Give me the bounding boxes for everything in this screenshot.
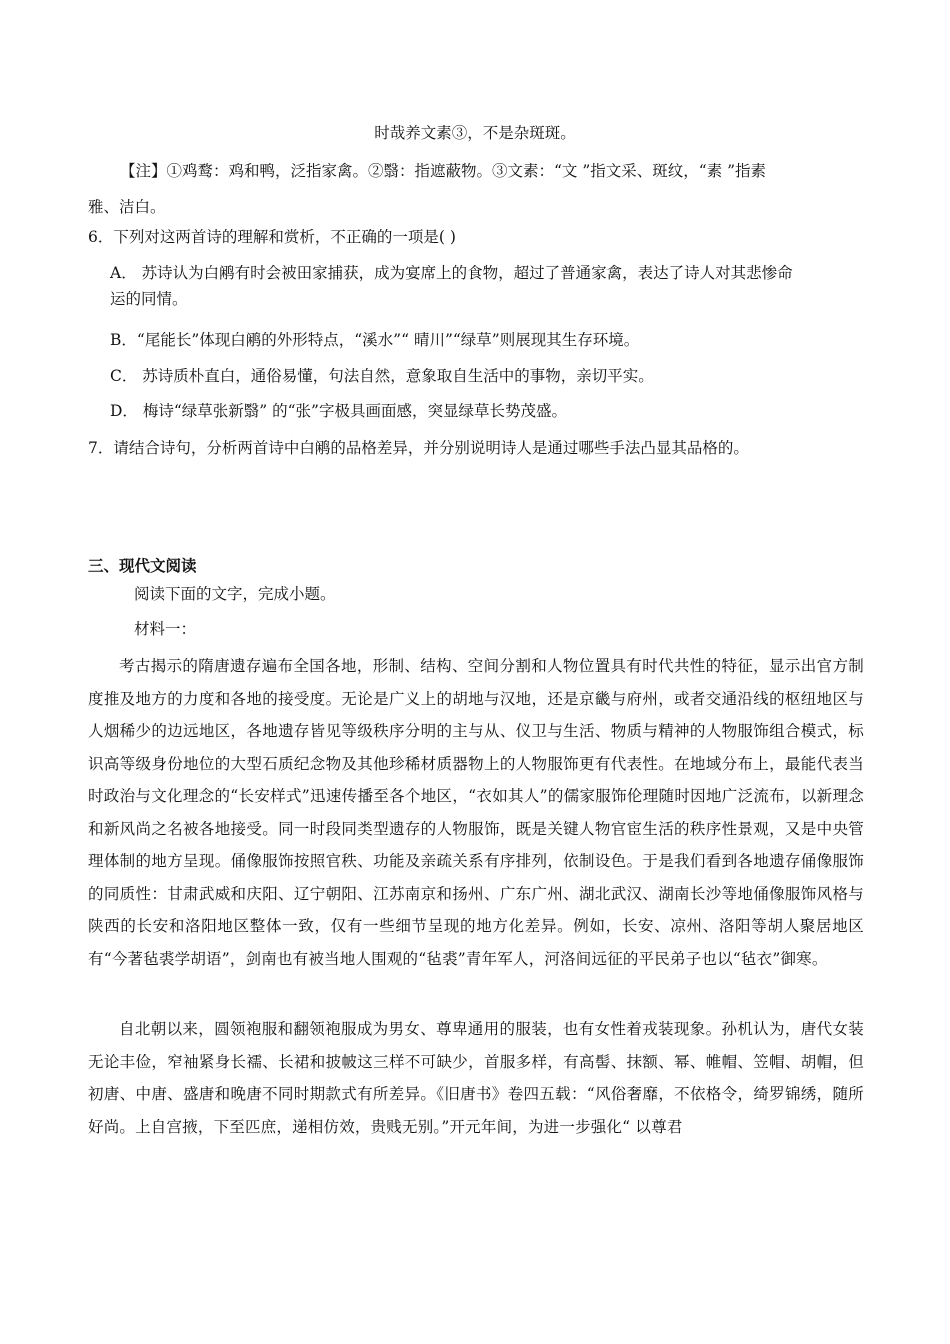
option-a[interactable] — [110, 260, 850, 312]
option-d[interactable]: D． 梅诗“绿草张新翳” 的“张”字极具画面感，突显绿草长势茂盛。 — [110, 402, 567, 420]
note-line-1: 【注】①鸡鹜：鸡和鸭，泛指家禽。②翳：指遮蔽物。③文素：“文 ”指文采、斑纹，“素 ”指素 — [120, 162, 767, 180]
option-b[interactable]: B．“尾能长”体现白鹇的外形特点，“溪水”“ 晴川”“绿草”则展现其生存环境。 — [110, 331, 640, 349]
question-6: 6．下列对这两首诗的理解和赏析，不正确的一项是( ) — [88, 228, 456, 246]
section-title: 三、现代文阅读 — [88, 556, 197, 575]
option-a-line-2: 运的同情。 — [110, 290, 188, 308]
material-label: 材料一： — [134, 620, 197, 638]
note-line-2: 雅、洁白。 — [88, 198, 166, 216]
question-7: 7．请结合诗句，分析两首诗中白鹇的品格差异，并分别说明诗人是通过哪些手法凸显其品格的。 — [88, 439, 749, 457]
material-paragraph-1: 考古揭示的隋唐遗存遍布全国各地，形制、结构、空间分割和人物位置具有时代共性的特征，显示出官方制度推及地方的力度和各地的接受度。无论是广义上的胡地与汉地，还是京畿与府州，或者交通沿线的枢纽地区与人烟稀少的边远地区，各地遗存皆见等级秩序分明的主与从、仪卫与生活、物质与精神的人物服饰组合模式，标识高等级身份地位的大型石质纪念物及其他珍稀材质器物上的人物服饰更有代表性。在地域分布上，最能代表当时政治与文化理念的“长安样式”迅速传播至各个地区，“衣如其人”的儒家服饰伦理随时因地广泛流布，以新理念和新风尚之名被各地接受。同一时段同类型遗存的人物服饰，既是关键人物官宦生活的秩序性景观，又是中央管理体制的地方呈现。俑像服饰按照官秩、功能及亲疏关系有序排列，依制设色。于是我们看到各地遗存俑像服饰的同质性：甘肃武威和庆阳、辽宁朝阳、江苏南京和扬州、广东广州、湖北武汉、湖南长沙等地俑像服饰风格与陕西的长安和洛阳地区整体一致，仅有一些细节呈现的地方化差异。例如，长安、凉州、洛阳等胡人聚居地区有“今著毡裘学胡语”，剑南也有被当地人围观的“毡裘”青年军人，河洛间远征的平民弟子也以“毡衣”御寒。 — [88, 657, 864, 968]
reading-instruction: 阅读下面的文字，完成小题。 — [134, 585, 336, 603]
option-a-line-1: A． 苏诗认为白鹇有时会被田家捕获，成为宴席上的食物，超过了普通家禽，表达了诗人对其悲惨命 — [110, 264, 793, 282]
material-paragraph-2: 自北朝以来，圆领袍服和翻领袍服成为男女、尊卑通用的服装，也有女性着戎装现象。孙机认为，唐代女装无论丰俭，窄袖紧身长襦、长裙和披帔这三样不可缺少，首服多样，有高髻、抹额、幂、帷帽、笠帽、胡帽，但初唐、中唐、盛唐和晚唐不同时期款式有所差异。《旧唐书》卷四五载：“风俗奢靡，不依格令，绮罗锦绣，随所好尚。上自宫掖，下至匹庶，递相仿效，贵贱无别。”开元年间，为进一步强化“ 以尊君 — [88, 1020, 864, 1136]
option-c[interactable]: C． 苏诗质朴直白，通俗易懂，句法自然，意象取自生活中的事物，亲切平实。 — [110, 367, 654, 385]
poem-closing-line: 时哉养文素③，不是杂斑斑。 — [374, 124, 576, 142]
